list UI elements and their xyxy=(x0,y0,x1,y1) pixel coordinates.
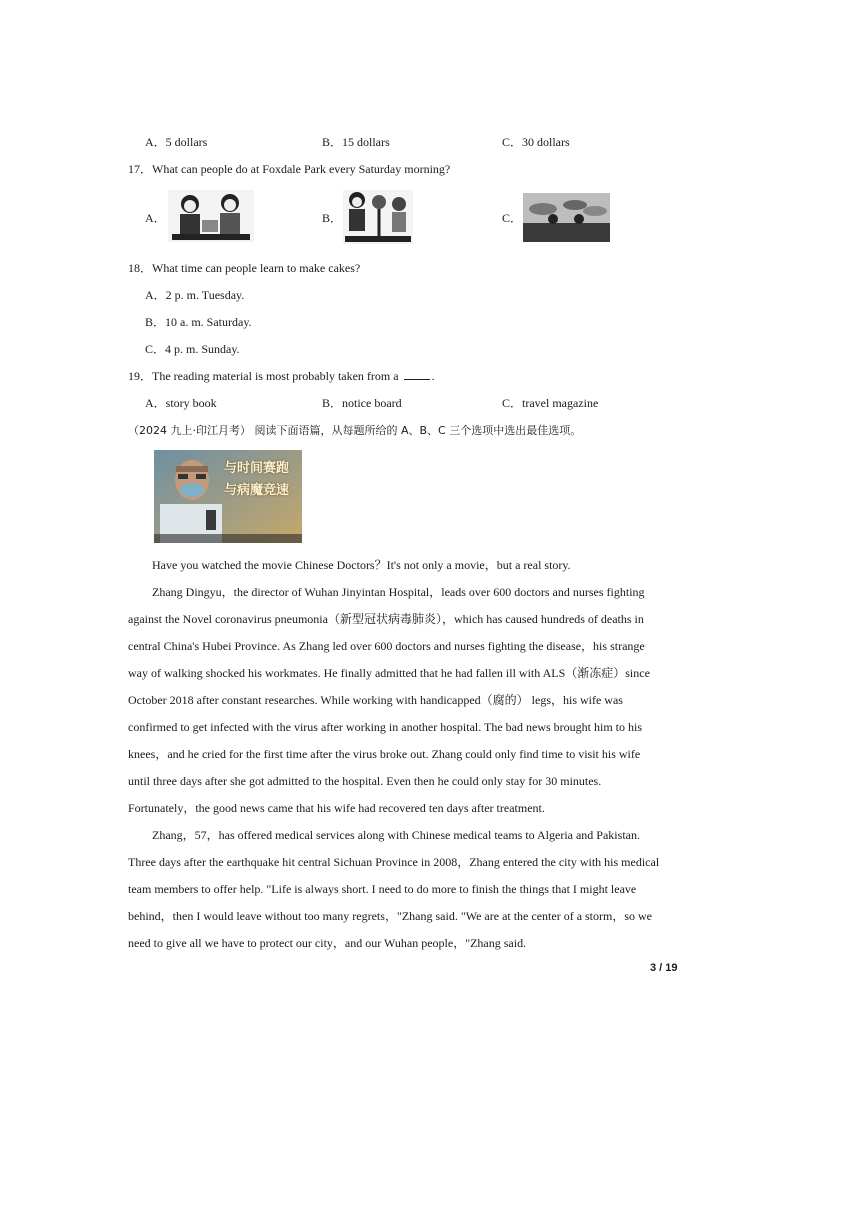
q17-label-b: B． xyxy=(322,211,343,225)
q17-label-c: C． xyxy=(502,211,523,225)
passage-line: knees，and he cried for the first time after the virus broke out. Zhang could only find time to visit his wife xyxy=(128,747,641,761)
q17-label-a: A． xyxy=(145,211,166,225)
q19-option-c: C．travel magazine xyxy=(502,396,599,410)
passage-line: central China's Hubei Province. As Zhang led over 600 doctors and nurses fighting the disease，his strange xyxy=(128,639,645,653)
q17-picture-a xyxy=(168,190,254,242)
passage-line: behind，then I would leave without too many regrets，"Zhang said. "We are at the center of a storm，so we xyxy=(128,909,653,923)
passage-line: Have you watched the movie Chinese Doctors？It's not only a movie，but a real story. xyxy=(152,558,571,572)
q19-option-a: A．story book xyxy=(145,396,217,410)
passage-line: Three days after the earthquake hit central Sichuan Province in 2008，Zhang entered the city with his medical xyxy=(128,855,660,869)
q19-question-end: . xyxy=(431,369,435,383)
q18-option-c: C．4 p. m. Sunday. xyxy=(145,342,240,356)
q16-option-c: C．30 dollars xyxy=(502,135,570,149)
photo-caption: 与时间赛跑 与病魔竞速 xyxy=(224,461,290,498)
q19-option-b: B．notice board xyxy=(322,396,402,410)
q16-option-b: B．15 dollars xyxy=(322,135,390,149)
q19-answer-blank xyxy=(404,369,430,380)
passage-body xyxy=(128,552,688,957)
q17-question: 17．What can people do at Foxdale Park every Saturday morning? xyxy=(128,162,451,176)
q17-picture-c xyxy=(523,193,610,242)
passage-line: Fortunately，the good news came that his wife had recovered ten days after treatment. xyxy=(128,801,545,815)
q17-picture-b xyxy=(343,190,413,244)
section-header: （2024 九上·印江月考） 阅读下面语篇，从每题所给的 A、B、C 三个选项中选出最佳选项。 xyxy=(128,424,582,437)
passage-photo xyxy=(154,450,302,543)
page-number: 3 / 19 xyxy=(650,962,678,974)
passage-line: team members to offer help. "Life is always short. I need to do more to finish the things that I might leave xyxy=(128,882,637,896)
q18-question: 18．What time can people learn to make cakes? xyxy=(128,261,361,275)
passage-line: confirmed to get infected with the virus after working in another hospital. The bad news brought him to his xyxy=(128,720,642,734)
passage-line: Zhang，57，has offered medical services along with Chinese medical teams to Algeria and Pakistan. xyxy=(152,828,640,842)
q16-option-a: A．5 dollars xyxy=(145,135,208,149)
passage-line: need to give all we have to protect our city，and our Wuhan people，"Zhang said. xyxy=(128,936,527,950)
passage-line: Zhang Dingyu，the director of Wuhan Jinyintan Hospital，leads over 600 doctors and nurses fighting xyxy=(152,585,645,599)
passage-line: until three days after she got admitted to the hospital. Even then he could only stay for 30 minutes. xyxy=(128,774,602,788)
q18-option-a: A．2 p. m. Tuesday. xyxy=(145,288,245,302)
q18-option-b: B．10 a. m. Saturday. xyxy=(145,315,252,329)
passage-line: October 2018 after constant researches. While working with handicapped（腐的） legs，his wife was xyxy=(128,693,623,707)
q19-question-text: 19．The reading material is most probably taken from a xyxy=(128,369,399,383)
passage-line: against the Novel coronavirus pneumonia（新型冠状病毒肺炎），which has caused hundreds of deaths in xyxy=(128,612,644,626)
passage-line: way of walking shocked his workmates. He finally admitted that he had fallen ill with ALS（渐冻症）since xyxy=(128,666,650,680)
q19-question xyxy=(128,369,435,383)
